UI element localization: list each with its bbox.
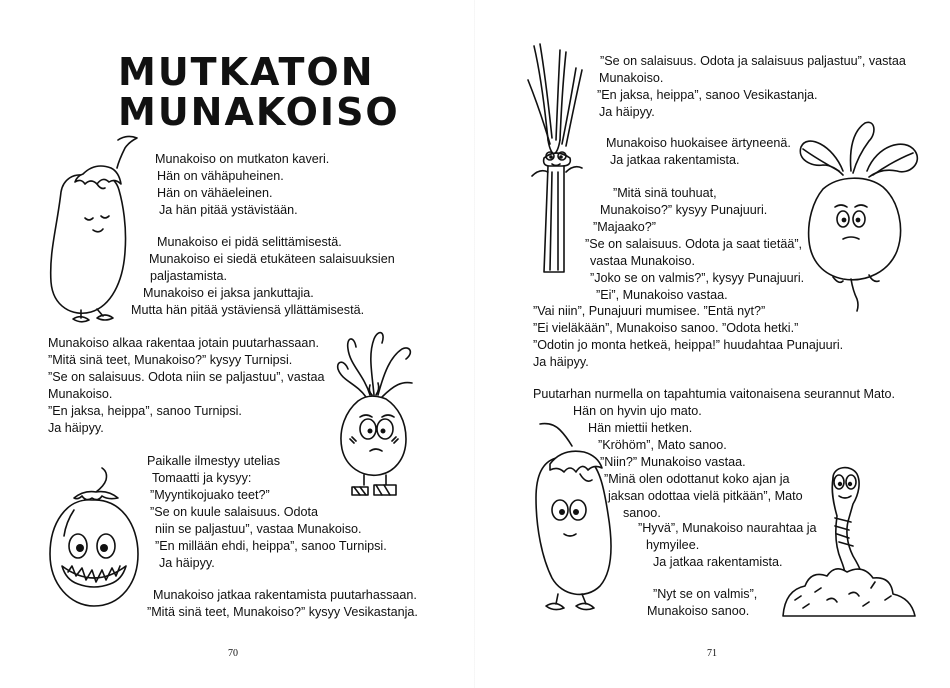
text-line: ”Se on kuule salaisuus. Odota <box>150 505 319 519</box>
text-line: ”En jaksa, heippa”, sanoo Turnipsi. <box>48 404 242 418</box>
worm-icon <box>775 460 925 625</box>
page-number: 70 <box>228 648 238 659</box>
text-line: ”En millään ehdi, heippa”, sanoo Turnipsi. <box>155 539 387 553</box>
text-line: Hän on vähäeleinen. <box>157 186 273 200</box>
text-line: Munakoiso ei siedä etukäteen salaisuuksien <box>149 252 395 266</box>
text-line: sanoo. <box>623 506 661 520</box>
text-line: hymyilee. <box>646 538 700 552</box>
text-line: ”En jaksa, heippa”, sanoo Vesikastanja. <box>597 88 818 102</box>
text-line: ”Joko se on valmis?”, kysyy Punajuuri. <box>590 271 805 285</box>
text-line: Ja hän pitää ystävistään. <box>159 203 298 217</box>
text-line: Ja jatkaa rakentamista. <box>653 555 783 569</box>
text-line: Munakoiso jatkaa rakentamista puutarhassaan. <box>153 588 417 602</box>
text-line: ”Majaako?” <box>593 220 656 234</box>
text-line: ”Kröhöm”, Mato sanoo. <box>598 438 727 452</box>
text-line: ”Se on salaisuus. Odota ja salaisuus paljastuu”, vastaa <box>600 54 906 68</box>
text-line: Munakoiso?” kysyy Punajuuri. <box>600 203 768 217</box>
text-line: Hän miettii hetken. <box>588 421 693 435</box>
text-line: ”Nyt se on valmis”, <box>653 587 758 601</box>
text-line: ”Se on salaisuus. Odota niin se paljastuu”, vastaa <box>48 370 325 384</box>
text-line: Ja häipyy. <box>159 556 215 570</box>
beetroot-icon <box>793 115 923 315</box>
text-line: paljastamista. <box>150 269 227 283</box>
text-line: Hän on vähäpuheinen. <box>157 169 284 183</box>
text-line: Tomaatti ja kysyy: <box>152 471 252 485</box>
text-line: ”Se on salaisuus. Odota ja saat tietää”, <box>585 237 803 251</box>
text-line: Munakoiso. <box>48 387 113 401</box>
text-line: Munakoiso ei jaksa jankuttajia. <box>143 286 314 300</box>
text-line: ”Mitä sinä touhuat, <box>613 186 717 200</box>
text-line: ”Vai niin”, Punajuuri mumisee. ”Entä nyt?” <box>533 304 766 318</box>
eggplant-sleepy-icon <box>45 132 150 327</box>
text-line: ”Niin?” Munakoiso vastaa. <box>600 455 746 469</box>
page-number: 71 <box>707 648 717 659</box>
text-line: Munakoiso alkaa rakentaa jotain puutarhassaan. <box>48 336 319 350</box>
text-line: Ja häipyy. <box>599 105 655 119</box>
text-line: Mutta hän pitää ystäviensä yllättämisestä. <box>131 303 365 317</box>
text-line: vastaa Munakoiso. <box>590 254 696 268</box>
tomato-icon <box>44 462 144 612</box>
title-line-1: MUTKATON <box>118 50 375 94</box>
text-line: ”Ei vieläkään”, Munakoiso sanoo. ”Odota hetki.” <box>533 321 799 335</box>
text-line: ”Minä olen odottanut koko ajan ja <box>604 472 790 486</box>
text-line: Ja jatkaa rakentamista. <box>610 153 740 167</box>
text-line: Hän on hyvin ujo mato. <box>573 404 702 418</box>
text-line: Ja häipyy. <box>48 421 104 435</box>
page-title <box>118 50 400 134</box>
text-line: jaksan odottaa vielä pitkään”, Mato <box>608 489 803 503</box>
title-line-2: MUNAKOISO <box>118 90 400 134</box>
text-line: ”Odotin jo monta hetkeä, heippa!” huudahtaa Punajuuri. <box>533 338 844 352</box>
text-line: ”Myyntikojuako teet?” <box>150 488 270 502</box>
text-line: Puutarhan nurmella on tapahtumia vaitonaisena seurannut Mato. <box>533 387 895 401</box>
text-line: Munakoiso on mutkaton kaveri. <box>155 152 330 166</box>
text-line: ”Mitä sinä teet, Munakoiso?” kysyy Turnipsi. <box>48 353 293 367</box>
text-line: ”Mitä sinä teet, Munakoiso?” kysyy Vesikastanja. <box>147 605 418 619</box>
text-line: Paikalle ilmestyy utelias <box>147 454 280 468</box>
text-line: Ja häipyy. <box>533 355 589 369</box>
text-line: Munakoiso sanoo. <box>647 604 750 618</box>
text-line: ”Ei”, Munakoiso vastaa. <box>596 288 728 302</box>
eggplant-smiling-icon <box>520 418 635 618</box>
water-chestnut-icon <box>520 40 590 280</box>
right-page <box>475 0 950 688</box>
turnip-icon <box>328 325 418 505</box>
text-line: ”Hyvä”, Munakoiso naurahtaa ja <box>638 521 817 535</box>
text-line: niin se paljastuu”, vastaa Munakoiso. <box>155 522 362 536</box>
text-line: Munakoiso ei pidä selittämisestä. <box>157 235 342 249</box>
text-line: Munakoiso. <box>599 71 664 85</box>
text-line: Munakoiso huokaisee ärtyneenä. <box>606 136 791 150</box>
